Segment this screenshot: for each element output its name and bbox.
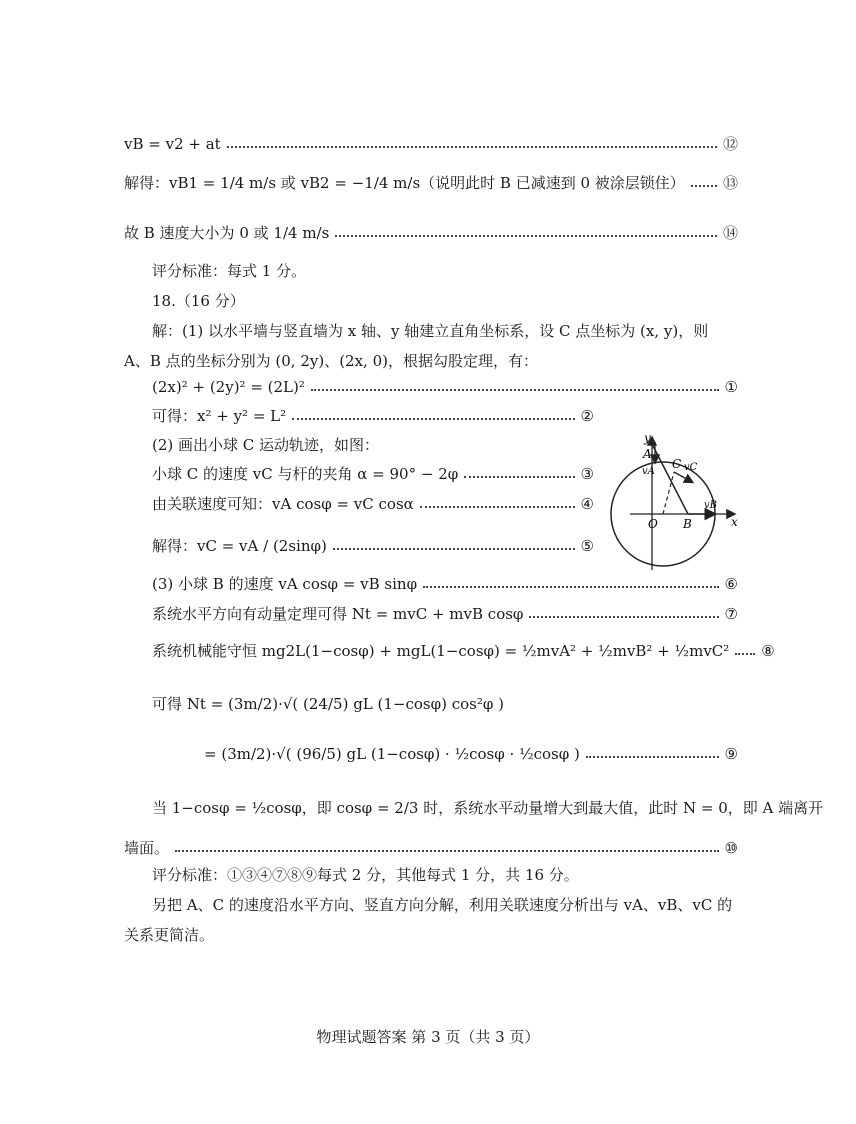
label-o: O bbox=[648, 517, 658, 531]
additional-note: 另把 A、C 的速度沿水平方向、竖直方向分解，利用关联速度分析出与 vA、vB、vC 的关系更简洁。 bbox=[124, 896, 733, 944]
leader-dots bbox=[423, 586, 718, 588]
motion-trajectory-diagram bbox=[600, 432, 750, 572]
equation-number: ⑥ bbox=[724, 574, 738, 593]
equation-2 bbox=[152, 405, 594, 426]
label-b: B bbox=[683, 517, 692, 531]
scoring-standard-1: 评分标准：每式 1 分。 bbox=[152, 262, 307, 280]
label-vc: vC bbox=[684, 462, 698, 473]
equation-text: vB = v2 + at bbox=[124, 134, 221, 153]
label-y: y bbox=[644, 432, 651, 445]
leader-dots bbox=[227, 146, 717, 148]
equation-text: 可得 Nt = (3m/2)·√( (24/5) gL (1−cosφ) cos²φ ) bbox=[152, 695, 505, 713]
equation-5 bbox=[152, 535, 594, 556]
equation-number: ⑭ bbox=[722, 224, 738, 242]
leader-dots bbox=[586, 756, 719, 758]
dashed-oc bbox=[663, 472, 674, 514]
velocity-c-arrow bbox=[674, 472, 692, 482]
equation-number: ⑧ bbox=[761, 641, 775, 660]
equation-9a bbox=[152, 693, 738, 714]
equation-text: 系统水平方向有动量定理可得 Nt = mvC + mvB cosφ bbox=[152, 605, 524, 623]
part-2-heading: (2) 画出小球 C 运动轨迹，如图： bbox=[152, 436, 380, 454]
leader-dots bbox=[529, 616, 718, 618]
label-vb: vB bbox=[704, 500, 717, 511]
equation-10b bbox=[124, 837, 738, 858]
label-x: x bbox=[731, 515, 738, 529]
leader-dots bbox=[335, 235, 717, 237]
equation-text: = (3m/2)·√( (96/5) gL (1−cosφ) · ½cosφ · ½cosφ ) bbox=[204, 745, 580, 763]
equation-text: 解得：vC = vA / (2sinφ) bbox=[152, 537, 327, 555]
equation-text: 由关联速度可知：vA cosφ = vC cosα bbox=[152, 495, 414, 513]
rod-ab bbox=[652, 444, 688, 514]
equation-text: 故 B 速度大小为 0 或 1/4 m/s bbox=[124, 224, 330, 242]
leader-dots bbox=[311, 389, 719, 391]
leader-dots bbox=[464, 476, 574, 478]
equation-number: ② bbox=[580, 406, 594, 425]
equation-14 bbox=[124, 222, 738, 243]
equation-number: ⑬ bbox=[722, 174, 738, 192]
equation-1 bbox=[152, 378, 738, 396]
equation-4 bbox=[152, 493, 594, 514]
equation-number: ⑩ bbox=[724, 838, 738, 857]
equation-number: ⑨ bbox=[724, 745, 738, 763]
equation-text: 系统机械能守恒 mg2L(1−cosφ) + mgL(1−cosφ) = ½mvA² + ½mvB² + ½mvC² bbox=[152, 642, 730, 660]
label-a: A bbox=[643, 447, 652, 461]
equation-number: ① bbox=[724, 378, 738, 396]
equation-text: 墙面。 bbox=[124, 839, 170, 857]
equation-13 bbox=[124, 172, 738, 193]
equation-text: 当 1−cosφ = ½cosφ，即 cosφ = 2/3 时，系统水平动量增大到最大值，此时 N = 0，即 A 端离开 bbox=[152, 799, 824, 817]
equation-7 bbox=[152, 603, 738, 624]
equation-text: 小球 C 的速度 vC 与杆的夹角 α = 90° − 2φ bbox=[152, 465, 459, 483]
equation-8 bbox=[152, 640, 775, 661]
equation-number: ⑫ bbox=[722, 135, 738, 153]
equation-text: 可得：x² + y² = L² bbox=[152, 407, 287, 425]
leader-dots bbox=[735, 653, 755, 655]
question-18-heading: 18.（16 分） bbox=[152, 292, 245, 310]
label-va: vA bbox=[642, 466, 655, 477]
solution-intro: 解：(1) 以水平墙与竖直墙为 x 轴、y 轴建立直角坐标系，设 C 点坐标为 (x, y)，则 A、B 点的坐标分别为 (0, 2y)、(2x, 0)，根据勾股定理，有： bbox=[124, 322, 709, 370]
equation-number: ④ bbox=[580, 494, 594, 513]
label-c: C bbox=[672, 457, 682, 471]
leader-dots bbox=[175, 850, 719, 852]
equation-text: (2x)² + (2y)² = (2L)² bbox=[152, 378, 305, 396]
leader-dots bbox=[292, 418, 574, 420]
leader-dots bbox=[420, 506, 575, 508]
leader-dots bbox=[333, 548, 575, 550]
scoring-standard-2: 评分标准：①③④⑦⑧⑨每式 2 分，其他每式 1 分，共 16 分。 bbox=[152, 866, 579, 884]
equation-10a bbox=[152, 797, 824, 818]
equation-text: 解得：vB1 = 1/4 m/s 或 vB2 = −1/4 m/s（说明此时 B 已减速到 0 被涂层锁住） bbox=[124, 174, 685, 192]
page-footer: 物理试题答案 第 3 页（共 3 页） bbox=[316, 1028, 540, 1046]
equation-9b bbox=[204, 745, 738, 763]
equation-number: ⑦ bbox=[724, 604, 738, 623]
equation-text: (3) 小球 B 的速度 vA cosφ = vB sinφ bbox=[152, 575, 418, 593]
equation-12 bbox=[124, 133, 738, 154]
equation-number: ③ bbox=[580, 464, 594, 483]
equation-3 bbox=[152, 463, 594, 484]
leader-dots bbox=[691, 185, 717, 187]
equation-6 bbox=[152, 573, 738, 594]
equation-number: ⑤ bbox=[580, 536, 594, 555]
